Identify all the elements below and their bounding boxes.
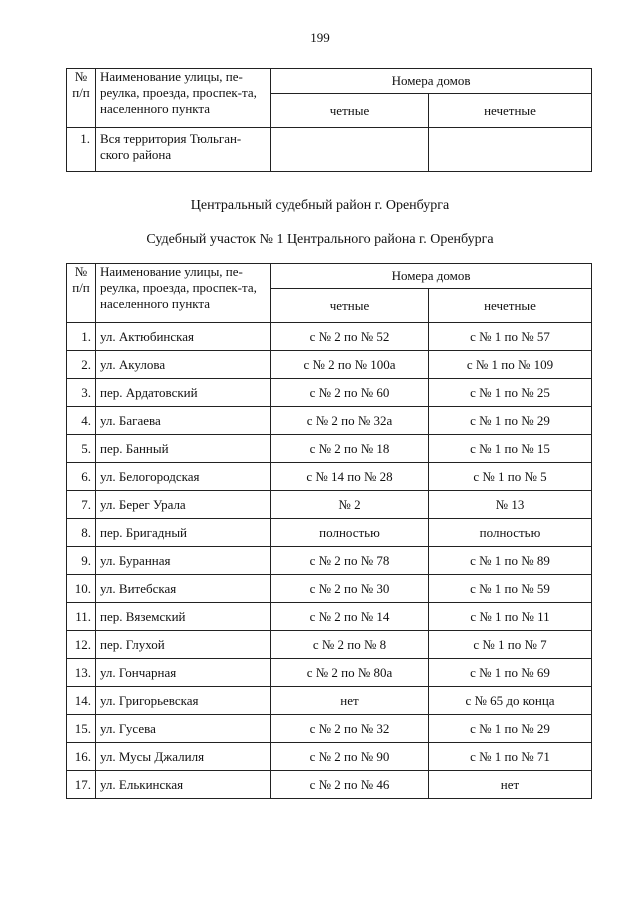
table-row	[67, 659, 592, 687]
header-odd: нечетные	[429, 289, 592, 323]
street-name: пер. Глухой	[96, 631, 271, 659]
table-row	[67, 575, 592, 603]
header-even: четные	[271, 289, 429, 323]
row-number: 10.	[67, 575, 96, 603]
street-name: ул. Белогородская	[96, 463, 271, 491]
table-row	[67, 771, 592, 799]
odd-houses: полностью	[429, 519, 592, 547]
row-number: 16.	[67, 743, 96, 771]
odd-houses	[429, 128, 592, 172]
odd-houses: с № 1 по № 29	[429, 715, 592, 743]
odd-houses: с № 1 по № 15	[429, 435, 592, 463]
odd-houses: с № 1 по № 89	[429, 547, 592, 575]
even-houses: с № 2 по № 46	[271, 771, 429, 799]
table-row	[67, 379, 592, 407]
street-name: ул. Мусы Джалиля	[96, 743, 271, 771]
row-number: 3.	[67, 379, 96, 407]
header-num: № п/п	[67, 264, 96, 323]
row-number: 1.	[67, 128, 96, 172]
odd-houses: с № 1 по № 29	[429, 407, 592, 435]
header-odd: нечетные	[429, 94, 592, 128]
even-houses: полностью	[271, 519, 429, 547]
odd-houses: № 13	[429, 491, 592, 519]
street-name: ул. Акулова	[96, 351, 271, 379]
even-houses: с № 2 по № 90	[271, 743, 429, 771]
odd-houses: нет	[429, 771, 592, 799]
table-row	[67, 743, 592, 771]
row-number: 13.	[67, 659, 96, 687]
even-houses: с № 2 по № 100а	[271, 351, 429, 379]
street-name: ул. Елькинская	[96, 771, 271, 799]
street-name: Вся территория Тюльган-ского района	[96, 128, 271, 172]
odd-houses: с № 1 по № 7	[429, 631, 592, 659]
street-name: ул. Берег Урала	[96, 491, 271, 519]
street-name: ул. Гончарная	[96, 659, 271, 687]
table-row	[67, 463, 592, 491]
even-houses: с № 2 по № 32	[271, 715, 429, 743]
row-number: 6.	[67, 463, 96, 491]
row-number: 8.	[67, 519, 96, 547]
even-houses: с № 14 по № 28	[271, 463, 429, 491]
even-houses: № 2	[271, 491, 429, 519]
row-number: 1.	[67, 323, 96, 351]
even-houses: с № 2 по № 8	[271, 631, 429, 659]
row-number: 5.	[67, 435, 96, 463]
street-name: ул. Багаева	[96, 407, 271, 435]
row-number: 4.	[67, 407, 96, 435]
even-houses: с № 2 по № 18	[271, 435, 429, 463]
even-houses: с № 2 по № 60	[271, 379, 429, 407]
table-row	[67, 351, 592, 379]
row-number: 14.	[67, 687, 96, 715]
even-houses: с № 2 по № 80а	[271, 659, 429, 687]
even-houses	[271, 128, 429, 172]
street-name: пер. Банный	[96, 435, 271, 463]
table-row	[67, 128, 592, 172]
street-name: пер. Ардатовский	[96, 379, 271, 407]
row-number: 2.	[67, 351, 96, 379]
table-row	[67, 407, 592, 435]
odd-houses: с № 1 по № 71	[429, 743, 592, 771]
table-row	[67, 603, 592, 631]
street-name: пер. Бригадный	[96, 519, 271, 547]
row-number: 17.	[67, 771, 96, 799]
row-number: 12.	[67, 631, 96, 659]
even-houses: с № 2 по № 32а	[271, 407, 429, 435]
odd-houses: с № 65 до конца	[429, 687, 592, 715]
even-houses: с № 2 по № 78	[271, 547, 429, 575]
even-houses: нет	[271, 687, 429, 715]
main-table	[66, 263, 592, 799]
even-houses: с № 2 по № 14	[271, 603, 429, 631]
district-heading: Центральный судебный район г. Оренбурга	[190, 198, 450, 213]
table-row	[67, 435, 592, 463]
row-number: 11.	[67, 603, 96, 631]
header-even: четные	[271, 94, 429, 128]
odd-houses: с № 1 по № 25	[429, 379, 592, 407]
plot-heading: Судебный участок № 1 Центрального района г. Оренбурга	[146, 232, 494, 247]
table-row	[67, 687, 592, 715]
top-table	[66, 68, 592, 172]
table-row	[67, 491, 592, 519]
odd-houses: с № 1 по № 109	[429, 351, 592, 379]
odd-houses: с № 1 по № 59	[429, 575, 592, 603]
row-number: 9.	[67, 547, 96, 575]
odd-houses: с № 1 по № 57	[429, 323, 592, 351]
street-name: ул. Гусева	[96, 715, 271, 743]
header-num: № п/п	[67, 69, 96, 128]
table-row	[67, 547, 592, 575]
odd-houses: с № 1 по № 5	[429, 463, 592, 491]
odd-houses: с № 1 по № 11	[429, 603, 592, 631]
header-name: Наименование улицы, пе-реулка, проезда, проспек-та, населенного пункта	[96, 69, 271, 128]
even-houses: с № 2 по № 52	[271, 323, 429, 351]
table-row	[67, 631, 592, 659]
street-name: ул. Актюбинская	[96, 323, 271, 351]
odd-houses: с № 1 по № 69	[429, 659, 592, 687]
table-row	[67, 715, 592, 743]
even-houses: с № 2 по № 30	[271, 575, 429, 603]
page-number: 199	[310, 30, 330, 45]
table-row	[67, 519, 592, 547]
header-name: Наименование улицы, пе-реулка, проезда, проспек-та, населенного пункта	[96, 264, 271, 323]
table-row	[67, 323, 592, 351]
street-name: пер. Вяземский	[96, 603, 271, 631]
street-name: ул. Витебская	[96, 575, 271, 603]
street-name: ул. Буранная	[96, 547, 271, 575]
row-number: 7.	[67, 491, 96, 519]
header-houses: Номера домов	[271, 264, 592, 289]
header-houses: Номера домов	[271, 69, 592, 94]
row-number: 15.	[67, 715, 96, 743]
street-name: ул. Григорьевская	[96, 687, 271, 715]
